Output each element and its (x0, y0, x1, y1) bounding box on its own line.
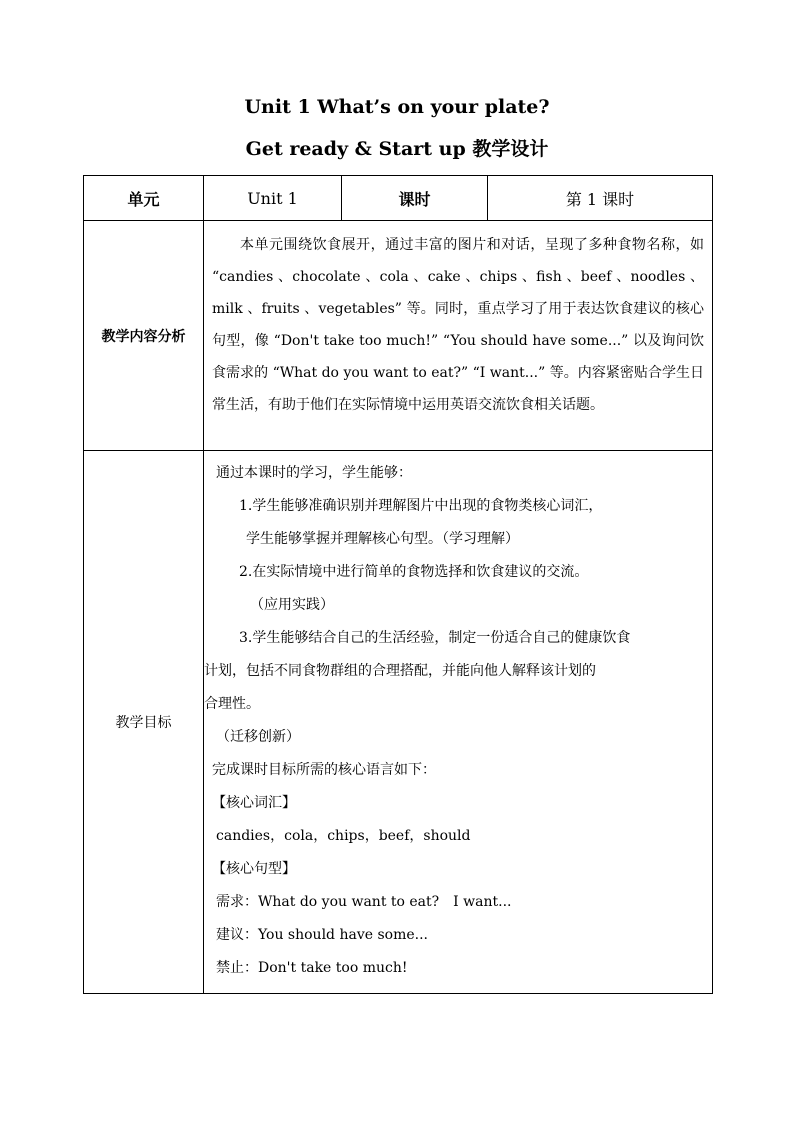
objective-line: （迁移创新） (216, 729, 300, 745)
objective-line: candies，cola，chips，beef，should (216, 828, 471, 844)
analysis-text: 本单元围绕饮食展开，通过丰富的图片和对话，呈现了多种食物名称，如 “candies 、chocolate 、cola 、cake 、chips 、fish 、beef 、noodles 、milk 、fruits 、vegetables” 等。同时，重点学习了用于表达饮食建议的核心句型，像 “Don't take too much!” “You should have some...” 以及询问饮食需求的 “What do you want to eat?” “I want...” 等。内容紧密贴合学生日常生活，有助于他们在实际情境中运用英语交流饮食相关话题。 (212, 237, 704, 413)
objectives-row (84, 451, 713, 994)
analysis-row (84, 221, 713, 451)
objective-line: 需求：What do you want to eat? I want... (216, 894, 512, 910)
objective-line: 1.学生能够准确识别并理解图片中出现的食物类核心词汇， (239, 498, 603, 514)
objective-line: 3.学生能够结合自己的生活经验，制定一份适合自己的健康饮食 (239, 630, 631, 646)
header-row (84, 176, 713, 221)
document-title: Unit 1 What’s on your plate? (244, 96, 550, 118)
objective-line: 学生能够掌握并理解核心句型。（学习理解） (246, 531, 519, 547)
objective-line: 禁止：Don't take too much! (216, 960, 408, 976)
objective-line: 建议：You should have some... (216, 927, 428, 943)
objectives-content (204, 451, 713, 994)
lesson-plan-table (83, 175, 713, 994)
analysis-content (204, 221, 713, 451)
objective-line: 通过本课时的学习，学生能够： (216, 465, 412, 481)
objective-line: （应用实践） (250, 597, 334, 613)
analysis-label: 教学内容分析 (84, 221, 204, 451)
objective-line: 【核心词汇】 (212, 795, 296, 811)
objective-line: 2.在实际情境中进行简单的食物选择和饮食建议的交流。 (239, 564, 589, 580)
document-subtitle: Get ready & Start up 教学设计 (245, 138, 549, 160)
lesson-label: 课时 (342, 176, 488, 221)
objective-line: 【核心句型】 (212, 861, 296, 877)
objective-line: 合理性。 (204, 696, 260, 712)
objectives-label: 教学目标 (84, 451, 204, 994)
lesson-value: 第 1 课时 (488, 176, 713, 221)
objective-line: 完成课时目标所需的核心语言如下： (212, 762, 436, 778)
unit-value: Unit 1 (204, 176, 342, 221)
unit-label: 单元 (84, 176, 204, 221)
objective-line: 计划，包括不同食物群组的合理搭配，并能向他人解释该计划的 (204, 663, 596, 679)
